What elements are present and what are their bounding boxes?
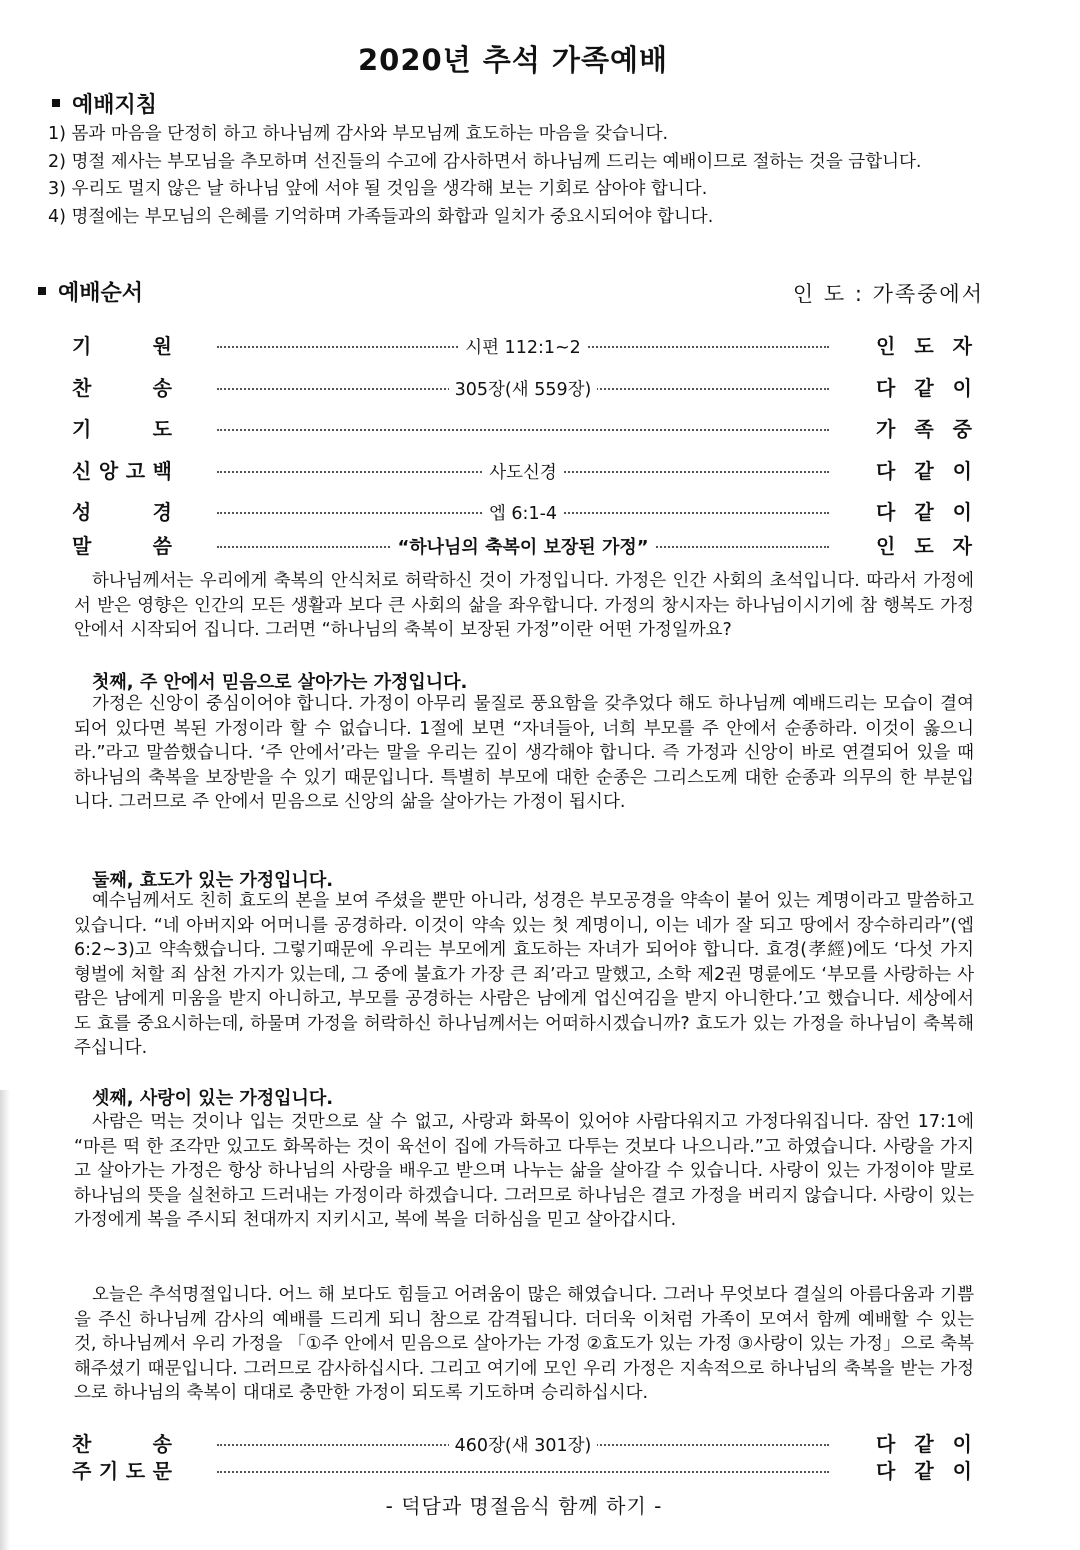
label-char: 다	[876, 376, 896, 400]
order-row	[72, 413, 972, 445]
point1-heading: 첫째, 주 안에서 믿음으로 살아가는 가정입니다.	[92, 672, 468, 693]
order-content	[217, 530, 829, 564]
label-char: 도	[152, 417, 172, 441]
label-char: 다	[876, 1432, 896, 1456]
label-char: 인	[876, 334, 896, 358]
order-who	[876, 455, 972, 487]
label-char: 이	[952, 459, 972, 483]
order-content-text: 시편 112:1~2	[459, 338, 587, 358]
label-char: 도	[914, 334, 934, 358]
order-content	[217, 330, 829, 364]
order-label	[72, 530, 172, 562]
order-heading	[38, 276, 143, 307]
order-content-text: 엡 6:1-4	[483, 504, 563, 524]
label-char: 도	[914, 534, 934, 558]
order-row	[72, 330, 972, 362]
label-char: 송	[152, 1432, 172, 1456]
point1-body: 가정은 신앙이 중심이어야 합니다. 가정이 아무리 물질로 풍요함을 갖추었다 해도 하나님께 예배드리는 모습이 결여되어 있다면 복된 가정이라 할 수 없습니다. 1절에 보면 “자녀들아, 너희 부모를 주 안에서 순종하라. 이것이 옳으니라.”라고 말씀했습니다. ‘주 안에서’라는 말을 우리는 깊이 생각해야 합니다. 즉 가정과 신앙이 바로 연결되어 있을 때 하나님의 축복을 보장받을 수 있기 때문입니다. 특별히 부모에 대한 순종은 그리스도께 대한 순종과 의무의 한 부분입니다. 그러므로 주 안에서 믿음으로 신앙의 삶을 살아가는 가정이 됩시다.	[74, 694, 974, 812]
label-char: 기	[72, 417, 92, 441]
page-edge-shadow	[0, 1090, 10, 1550]
order-label	[72, 372, 172, 404]
label-char: 이	[952, 1459, 972, 1483]
sermon-intro: 하나님께서는 우리에게 축복의 안식처로 허락하신 것이 가정입니다. 가정은 인간 사회의 초석입니다. 따라서 가정에서 받은 영향은 인간의 모든 생활과 보다 큰 사회의 삶을 좌우합니다. 가정의 창시자는 하나님이시기에 참 행복도 가정 안에서 시작되어 집니다. 그러면 “하나님의 축복이 보장된 가정”이란 어떤 가정일까요?	[74, 571, 974, 640]
label-char: 같	[914, 1459, 934, 1483]
square-bullet-icon	[38, 287, 46, 295]
label-char: 족	[914, 417, 934, 441]
label-char: 백	[152, 459, 172, 483]
guideline-item: 3) 우리도 멀지 않은 날 하나님 앞에 서야 될 것임을 생각해 보는 기회로 삼아야 합니다.	[48, 179, 708, 199]
label-char: 문	[152, 1459, 172, 1483]
label-char: 기	[98, 1459, 119, 1483]
label-char: 다	[876, 459, 896, 483]
label-char: 주	[72, 1459, 92, 1483]
label-char: 중	[952, 417, 972, 441]
label-char: 경	[152, 500, 172, 524]
label-char: 앙	[98, 459, 119, 483]
guideline-item: 1) 몸과 마음을 단정히 하고 하나님께 감사와 부모님께 효도하는 마음을 갖습니다.	[48, 124, 669, 144]
label-char: 같	[914, 1432, 934, 1456]
label-char: 이	[952, 500, 972, 524]
sermon-title: “하나님의 축복이 보장된 가정”	[391, 537, 654, 558]
order-row	[72, 372, 972, 404]
footer-note: - 덕담과 명절음식 함께 하기 -	[385, 1494, 663, 1518]
label-char: 신	[72, 459, 92, 483]
order-who	[876, 330, 972, 362]
label-char: 성	[72, 500, 92, 524]
label-char: 씀	[152, 534, 172, 558]
order-who	[876, 372, 972, 404]
order-content-text: 사도신경	[483, 463, 563, 483]
point2-heading: 둘째, 효도가 있는 가정입니다.	[92, 870, 334, 891]
square-bullet-icon	[52, 99, 60, 107]
label-char: 자	[952, 534, 972, 558]
dotted-leader	[217, 1471, 829, 1473]
order-row	[72, 530, 972, 562]
order-label	[72, 496, 172, 528]
order-who	[876, 413, 972, 445]
label-char: 고	[125, 459, 146, 483]
label-char: 같	[914, 376, 934, 400]
label-char: 찬	[72, 376, 92, 400]
dotted-leader	[217, 429, 829, 431]
label-char: 다	[876, 500, 896, 524]
order-content-text: 305장(새 559장)	[449, 380, 598, 400]
label-char: 기	[72, 334, 92, 358]
label-char: 말	[72, 534, 92, 558]
point3-body: 사람은 먹는 것이나 입는 것만으로 살 수 없고, 사랑과 화목이 있어야 사람다워지고 가정다워집니다. 잠언 17:1에 “마른 떡 한 조각만 있고도 화목하는 것이 육선이 집에 가득하고 다투는 것보다 나으니라.”고 하였습니다. 사랑을 가지고 살아가는 가정은 항상 하나님의 사랑을 배우고 받으며 나누는 삶을 살아갈 수 있습니다. 사랑이 있는 가정이야 말로 하나님의 뜻을 실천하고 드러내는 가정이라 하겠습니다. 그러므로 하나님은 결코 가정을 버리지 않습니다. 사랑이 있는 가정에게 복을 주시되 천대까지 지키시고, 복에 복을 더하심을 믿고 살아갑시다.	[74, 1112, 974, 1230]
order-label	[72, 455, 172, 487]
label-char: 같	[914, 500, 934, 524]
label-char: 인	[876, 534, 896, 558]
order-row	[72, 1455, 972, 1487]
guidelines-heading-text: 예배지침	[72, 93, 158, 118]
label-char: 원	[152, 334, 172, 358]
order-label	[72, 413, 172, 445]
label-char: 같	[914, 459, 934, 483]
label-char: 자	[952, 334, 972, 358]
order-heading-text: 예배순서	[58, 281, 144, 306]
guidelines-list	[48, 121, 1048, 231]
order-label	[72, 330, 172, 362]
order-who	[876, 496, 972, 528]
order-content	[217, 372, 829, 406]
point2-body: 예수님께서도 친히 효도의 본을 보여 주셨을 뿐만 아니라, 성경은 부모공경을 약속이 붙어 있는 계명이라고 말씀하고 있습니다. “네 아버지와 어머니를 공경하라. 이것이 약속 있는 첫 계명이니, 이는 네가 잘 되고 땅에서 장수하리라”(엡 6:2~3)고 약속했습니다. 그렇기때문에 우리는 부모에게 효도하는 자녀가 되어야 합니다. 효경(孝經)에도 ‘다섯 가지 형벌에 처할 죄 삼천 가지가 있는데, 그 중에 불효가 가장 큰 죄’라고 말했고, 소학 제2권 명륜에도 ‘부모를 사랑하는 사람은 남에게 미움을 받지 아니하고, 부모를 공경하는 사람은 남에게 업신여김을 받지 아니한다.’고 했습니다. 세상에서도 효를 중요시하는데, 하물며 가정을 허락하신 하나님께서는 어떠하시겠습니까? 효도가 있는 가정을 하나님이 축복해 주십니다.	[74, 891, 974, 1058]
label-char: 도	[125, 1459, 146, 1483]
order-row	[72, 496, 972, 528]
page-title: 2020년 추석 가족예배	[357, 43, 668, 77]
label-char: 송	[152, 376, 172, 400]
order-who	[876, 530, 972, 562]
label-char: 이	[952, 376, 972, 400]
order-row	[72, 455, 972, 487]
label-char: 찬	[72, 1432, 92, 1456]
label-char: 가	[876, 417, 896, 441]
guideline-item: 2) 명절 제사는 부모님을 추모하며 선진들의 수고에 감사하면서 하나님께 드리는 예배이므로 절하는 것을 금합니다.	[48, 151, 922, 172]
order-content	[217, 455, 829, 489]
order-content	[217, 496, 829, 530]
label-char: 다	[876, 1459, 896, 1483]
order-content-text: 460장(새 301장)	[449, 1436, 598, 1456]
order-label	[72, 1455, 172, 1487]
sermon-conclusion: 오늘은 추석명절입니다. 어느 해 보다도 힘들고 어려움이 많은 해였습니다. 그러나 무엇보다 결실의 아름다움과 기쁨을 주신 하나님께 감사의 예배를 드리게 되니 참으로 감격됩니다. 더더욱 이처럼 가족이 모여서 함께 예배할 수 있는 것, 하나님께서 우리 가정을 「①주 안에서 믿음으로 살아가는 가정 ②효도가 있는 가정 ③사랑이 있는 가정」으로 축복해주셨기 때문입니다. 그러므로 감사하십시다. 그리고 여기에 모인 우리 가정은 지속적으로 하나님의 축복을 받는 가정으로 하나님의 축복이 대대로 충만한 가정이 되도록 기도하며 승리하십시다.	[74, 1285, 974, 1403]
point3-heading: 셋째, 사랑이 있는 가정입니다.	[92, 1088, 334, 1109]
guidelines-heading	[52, 88, 157, 119]
label-char: 이	[952, 1432, 972, 1456]
order-who	[876, 1455, 972, 1487]
guideline-item: 4) 명절에는 부모님의 은혜를 기억하며 가족들과의 화합과 일치가 중요시되어야 합니다.	[48, 206, 714, 227]
leader-info: 인 도 : 가족중에서	[792, 282, 984, 306]
